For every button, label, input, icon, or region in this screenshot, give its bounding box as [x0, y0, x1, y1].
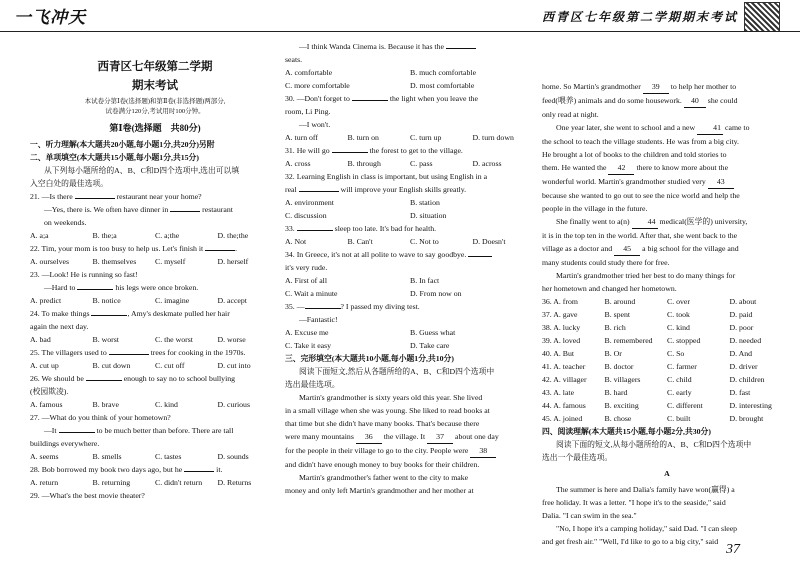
passage-line: were many mountains 36 the village. It 37 about one day	[285, 430, 535, 444]
options: C. Wait a minute D. From now on	[285, 289, 462, 298]
passage-line: village as a doctor and 45 a big school for the village and	[542, 242, 792, 256]
options: A. bad B. worst C. the worst D. worse	[30, 335, 246, 344]
options: C. more comfortable D. most comfortable	[285, 81, 475, 90]
passage-line: The summer is here and Dalia's family have won(赢得) a	[556, 485, 735, 494]
brand-logo: 一飞冲天	[14, 8, 86, 27]
page-subtitle: 期末考试	[132, 80, 178, 92]
options: C. Take it easy D. Take care	[285, 341, 450, 350]
options: C. discussion D. situation	[285, 211, 447, 220]
question: 25. The villagers used to trees for cooking in the 1970s.	[30, 348, 246, 357]
options: 36. A. from B. around C. over D. about	[542, 297, 757, 306]
passage-line: that time but she didn't have many books. That's because there	[285, 419, 480, 428]
options: A. cut up B. cut down C. cut off D. cut into	[30, 361, 251, 370]
options: 43. A. late B. hard C. early D. fast	[542, 388, 751, 397]
question-line: —Yes, there is. We often have dinner in restaurant	[44, 205, 233, 214]
instruction: 阅读下面的短文,从每小题所给的A、B、C和D四个选项中	[556, 440, 752, 449]
options: A. cross B. through C. pass D. across	[285, 159, 502, 168]
question: 30. —Don't forget to the light when you leave the	[285, 94, 478, 103]
question: 23. —Look! He is running so fast!	[30, 270, 138, 279]
options: A. First of all B. In fact	[285, 276, 440, 285]
passage-line: free holiday. It was a letter. "I hope it's to the seaside," said	[542, 498, 726, 507]
options: A. seems B. smells C. tastes D. sounds	[30, 452, 249, 461]
exam-tag: 西青区七年级第二学期期末考试	[541, 10, 738, 24]
passage-line: in a small village when she was young. She liked to read books at	[285, 406, 490, 415]
passage-line: One year later, she went to school and a new 41 came to	[542, 121, 792, 135]
passage-line: her hometown and changed her hometown.	[542, 284, 677, 293]
options: 39. A. loved B. remembered C. stopped D. needed	[542, 336, 762, 345]
passage-line: people in the village in the future.	[542, 204, 648, 213]
question-line: room, Li Ping.	[285, 107, 331, 116]
options: 41. A. teacher B. doctor C. farmer D. driver	[542, 362, 758, 371]
section-heading: 二、单项填空(本大题共15小题,每小题1分,共15分)	[30, 153, 199, 162]
options: A. environment B. station	[285, 198, 440, 207]
passage-line: and get fresh air." "Well, I'd like to go to a big city," said	[542, 537, 719, 546]
options: 42. A. villager B. villagers C. child D. children	[542, 375, 765, 384]
question: 29. —What's the best movie theater?	[30, 491, 145, 500]
question-line: on weekends.	[44, 218, 87, 227]
question: 22. Tim, your mom is too busy to help us. Let's finish it .	[30, 244, 238, 253]
question: 35. — ? I passed my diving test.	[285, 302, 420, 311]
options: 40. A. But B. Or C. So D. And	[542, 349, 753, 358]
question: 21. —Is there restaurant near your home?	[30, 192, 202, 201]
options: 38. A. lucky B. rich C. kind D. poor	[542, 323, 754, 332]
options: A. ourselves B. themselves C. myself D. herself	[30, 257, 249, 266]
section-heading: 四、阅读理解(本大题共15小题,每小题2分,共30分)	[542, 427, 711, 436]
instruction: 选出最佳选项。	[285, 380, 340, 389]
question-line: —I think Wanda Cinema is. Because it has the	[285, 40, 535, 53]
question-line: seats.	[285, 55, 303, 64]
question-line: —I won't.	[299, 120, 331, 129]
passage-label: A	[664, 469, 670, 478]
section-heading: 一、听力理解(本大题共20小题,每小题1分,共20分)另附	[30, 140, 215, 149]
passage-line: it is in the top ten in the world. After that, she went back to the	[542, 231, 738, 240]
passage-line: them. He wanted the 42 there to know more about the	[542, 161, 792, 175]
question-line: real will improve your English skills greatly.	[285, 185, 467, 194]
options: 44. A. famous B. exciting C. different D. interesting	[542, 401, 772, 410]
passage-line: wonderful world. Martin's grandmother studied very 43	[542, 175, 792, 189]
instruction: 入空白处的最佳选项。	[30, 179, 108, 188]
part-heading: 第Ⅰ卷(选择题 共80分)	[109, 123, 201, 133]
options: A. Excuse me B. Guess what	[285, 328, 456, 337]
question: 32. Learning English in class is important, but using English in a	[285, 172, 488, 181]
question: 34. In Greece, it's not at all polite to wave to say goodbye.	[285, 248, 535, 261]
options: A. predict B. notice C. imagine D. accept	[30, 296, 247, 305]
options: A. a;a B. the;a C. a;the D. the;the	[30, 231, 249, 240]
question: 31. He will go the forest to get to the village.	[285, 146, 463, 155]
passage-line: He brought a lot of books to the children and told stories to	[542, 150, 727, 159]
instruction: 阅读下面短文,然后从各题所给的A、B、C和D四个选项中	[299, 367, 495, 376]
section-heading: 三、完形填空(本大题共10小题,每小题1分,共10分)	[285, 354, 454, 363]
exam-note: 本试卷分第Ⅰ卷(选择题)和第Ⅱ卷(非选择题)两部分,	[84, 98, 226, 105]
question: 33. sleep too late. It's bad for health.	[285, 224, 437, 233]
question-line: it's very rude.	[285, 263, 328, 272]
column-1	[30, 40, 280, 502]
question: 28. Bob borrowed my book two days ago, but he it.	[30, 465, 223, 474]
passage-line: Martin's grandmother tried her best to do many things for	[556, 271, 736, 280]
passage-line: Martin's grandmother's father went to the city to make	[299, 473, 469, 482]
passage-line: and didn't have enough money to buy books for their children.	[285, 460, 480, 469]
question: 26. We should be enough to say no to school bullying	[30, 374, 236, 383]
passage-line: Martin's grandmother is sixty years old this year. She lived	[299, 393, 483, 402]
passage-line: money and only left Martin's grandmother and her mother at	[285, 486, 474, 495]
options: A. turn off B. turn on C. turn up D. turn down	[285, 133, 514, 142]
passage-line: Dalia. "I can swim in the sea."	[542, 511, 637, 520]
passage-line: home. So Martin's grandmother 39 to help her mother to	[542, 80, 792, 94]
column-3	[542, 80, 792, 548]
question: 27. —What do you think of your hometown?	[30, 413, 171, 422]
question-line: —It to be much better than before. There are tall	[44, 426, 234, 435]
question-line: again the next day.	[30, 322, 89, 331]
question-line: —Hard to his legs were once broken.	[44, 283, 199, 292]
question-line: buildings everywhere.	[30, 439, 100, 448]
options: A. famous B. brave C. kind D. curious	[30, 400, 250, 409]
options: 37. A. gave B. spent C. took D. paid	[542, 310, 753, 319]
passage-line: for the people in their village to go to the city. People were 38	[285, 444, 535, 458]
passage-line: She finally went to a(n) 44 medical(医学的) university,	[542, 215, 792, 229]
question: 24. To make things , Amy's deskmate pulled her hair	[30, 309, 230, 318]
passage-line: the school to teach the village students. He was from a big city.	[542, 137, 739, 146]
exam-note: 试卷满分120分,考试用时100分钟。	[105, 108, 205, 115]
instruction: 选出一个最佳选项。	[542, 453, 613, 462]
header-divider	[0, 31, 800, 32]
passage-line: many students could study there for free.	[542, 258, 670, 267]
column-2	[285, 40, 535, 497]
page-title: 西青区七年级第二学期	[97, 61, 213, 73]
page-number: 37	[726, 542, 740, 557]
options: A. Not B. Can't C. Not to D. Doesn't	[285, 237, 506, 246]
instruction: 从下列每小题所给的A、B、C和D四个选项中,选出可以填	[44, 166, 240, 175]
question-line: —Fantastic!	[299, 315, 338, 324]
question-line: (校园欺凌).	[30, 387, 69, 396]
qr-code-icon	[744, 2, 780, 32]
options: A. comfortable B. much comfortable	[285, 68, 477, 77]
passage-line: "No, I hope it's a camping holiday," said Dad. "I can sleep	[556, 524, 738, 533]
options: A. return B. returning C. didn't return D. Returns	[30, 478, 252, 487]
options: 45. A. joined B. chose C. built D. brought	[542, 414, 764, 423]
passage-line: feed(喂养) animals and do some housework. 40 she could	[542, 94, 792, 108]
passage-line: because she wanted to go out to see the nice world and help the	[542, 191, 740, 200]
passage-line: only read at night.	[542, 110, 599, 119]
